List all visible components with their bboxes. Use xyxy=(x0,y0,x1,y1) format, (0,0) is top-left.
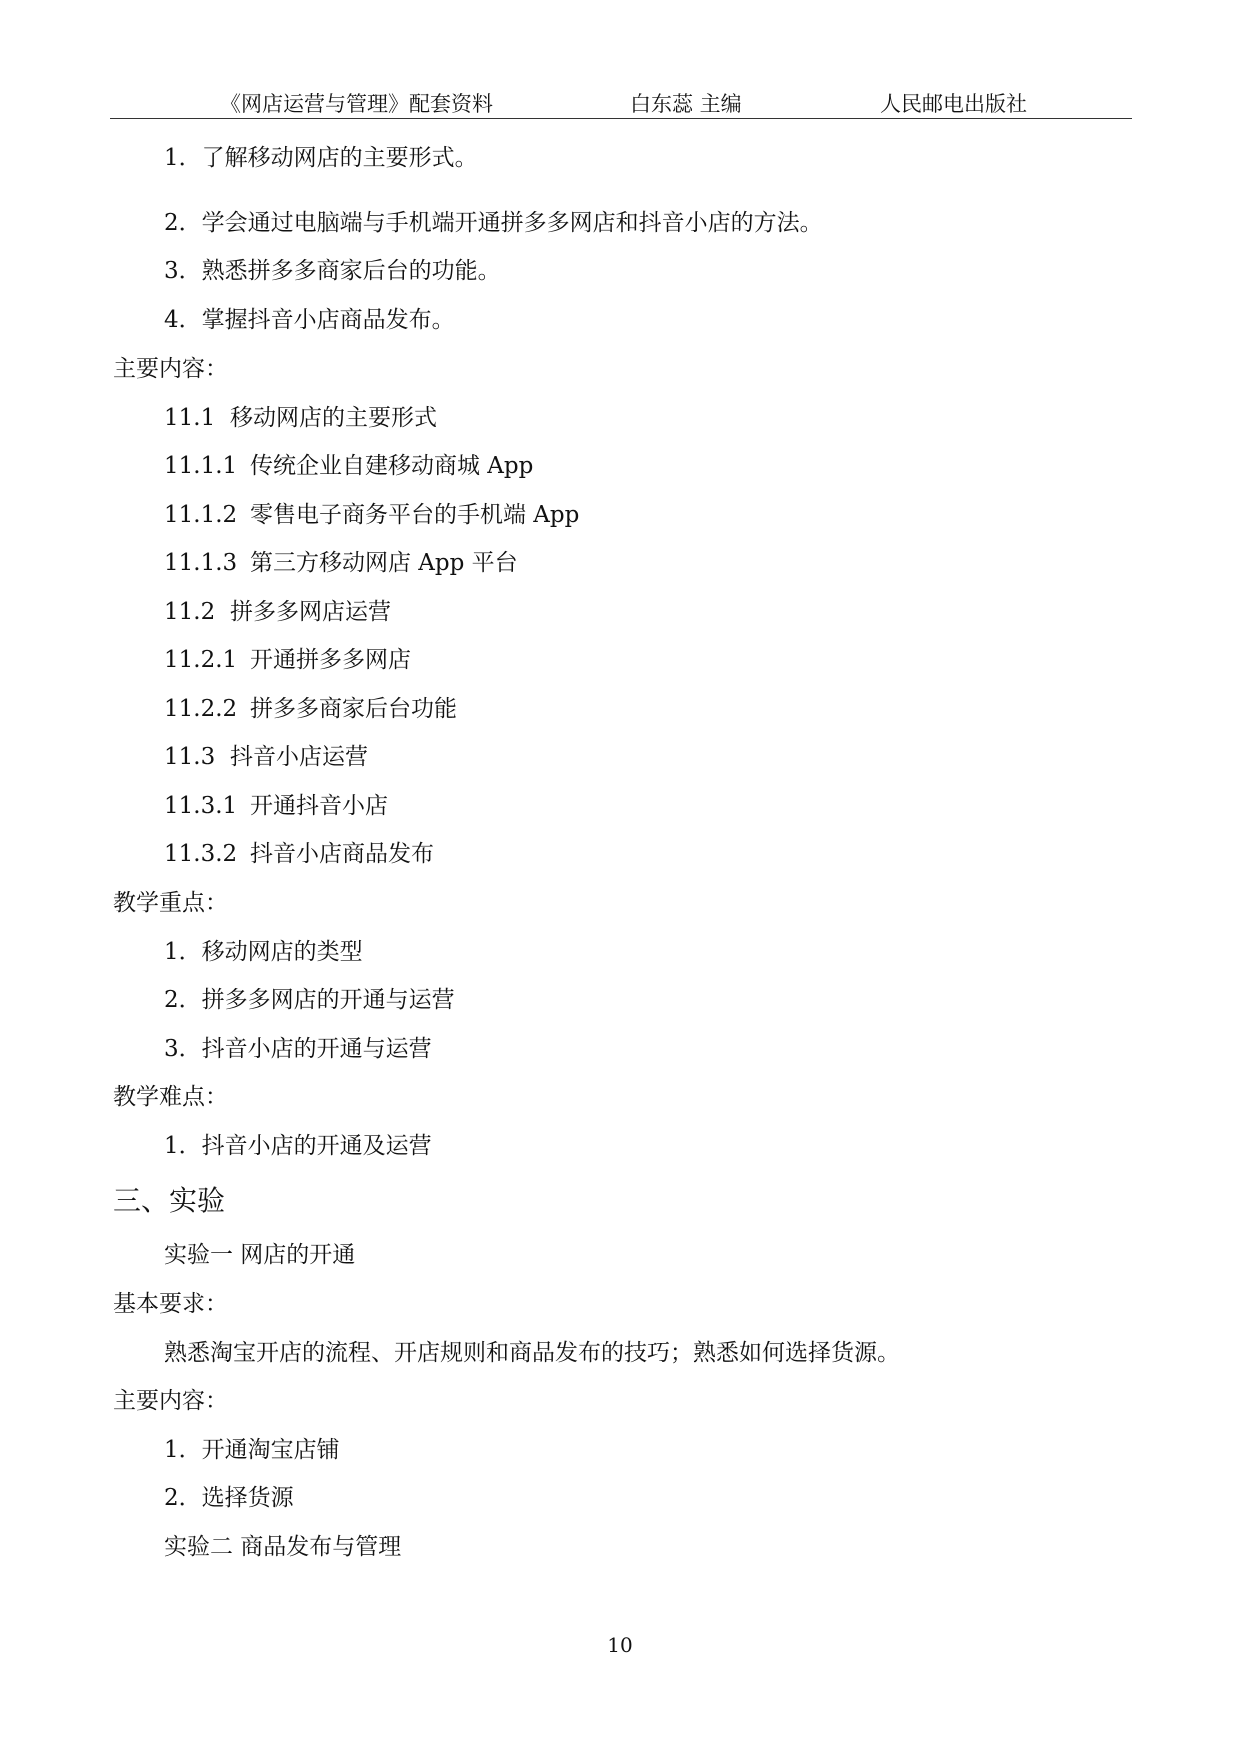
key-point-number: 2． xyxy=(164,987,202,1013)
key-point-text: 抖音小店的开通与运营 xyxy=(201,1036,432,1062)
toc-item xyxy=(164,597,391,627)
objective-text: 了解移动网店的主要形式。 xyxy=(201,145,478,171)
objective-item xyxy=(164,305,455,335)
toc-title: 开通抖音小店 xyxy=(250,793,388,819)
toc-number: 11.1 xyxy=(164,405,216,431)
section-title: 三、实验 xyxy=(113,1184,226,1217)
experiment-item xyxy=(164,1483,294,1513)
toc-item xyxy=(164,548,518,578)
toc-number: 11.2.2 xyxy=(164,696,238,722)
header-book-title: 《网店运营与管理》配套资料 xyxy=(220,92,493,116)
experiment-item-number: 1． xyxy=(164,1437,202,1463)
toc-number: 11.2 xyxy=(164,599,216,625)
objective-item xyxy=(164,256,501,286)
key-point-item xyxy=(164,937,363,967)
experiment-item-number: 2． xyxy=(164,1485,202,1511)
objective-number: 1． xyxy=(164,145,202,171)
objective-number: 4． xyxy=(164,307,202,333)
header-editor: 白东蕊 主编 xyxy=(630,92,742,116)
toc-number: 11.3.1 xyxy=(164,793,238,819)
objective-item xyxy=(164,208,823,238)
basic-requirements-text: 熟悉淘宝开店的流程、开店规则和商品发布的技巧；熟悉如何选择货源。 xyxy=(164,1340,900,1366)
toc-title: 抖音小店运营 xyxy=(230,744,368,770)
toc-title: 抖音小店商品发布 xyxy=(250,841,434,867)
difficult-point-item xyxy=(164,1131,432,1161)
toc-item xyxy=(164,403,437,433)
objective-text: 掌握抖音小店商品发布。 xyxy=(201,307,455,333)
toc-item xyxy=(164,742,368,772)
difficult-point-text: 抖音小店的开通及运营 xyxy=(201,1133,432,1159)
experiment-item-text: 开通淘宝店铺 xyxy=(201,1437,340,1463)
toc-title: 零售电子商务平台的手机端 App xyxy=(250,502,580,528)
key-point-number: 1． xyxy=(164,939,202,965)
toc-title: 拼多多商家后台功能 xyxy=(250,696,457,722)
experiment-main-content-heading: 主要内容： xyxy=(113,1388,228,1414)
difficult-points-heading: 教学难点： xyxy=(113,1084,228,1110)
toc-item xyxy=(164,694,457,724)
toc-item xyxy=(164,451,533,481)
key-points-heading: 教学重点： xyxy=(113,890,228,916)
toc-item xyxy=(164,645,411,675)
toc-title: 开通拼多多网店 xyxy=(250,647,411,673)
toc-item xyxy=(164,839,434,869)
main-content-heading: 主要内容： xyxy=(113,356,228,382)
toc-title: 传统企业自建移动商城 App xyxy=(250,453,534,479)
key-point-item xyxy=(164,1034,432,1064)
page-number: 10 xyxy=(607,1633,633,1657)
objective-number: 3． xyxy=(164,258,202,284)
running-header xyxy=(110,88,1132,119)
toc-item xyxy=(164,500,579,530)
objective-text: 熟悉拼多多商家后台的功能。 xyxy=(201,258,501,284)
basic-requirements-heading: 基本要求： xyxy=(113,1291,228,1317)
toc-number: 11.1.3 xyxy=(164,550,238,576)
objective-text: 学会通过电脑端与手机端开通拼多多网店和抖音小店的方法。 xyxy=(201,210,823,236)
key-point-text: 拼多多网店的开通与运营 xyxy=(201,987,455,1013)
toc-number: 11.1.1 xyxy=(164,453,238,479)
toc-title: 第三方移动网店 App 平台 xyxy=(250,550,518,576)
difficult-point-number: 1． xyxy=(164,1133,202,1159)
key-point-number: 3． xyxy=(164,1036,202,1062)
key-point-text: 移动网店的类型 xyxy=(201,939,363,965)
experiment-item xyxy=(164,1435,340,1465)
key-point-item xyxy=(164,985,455,1015)
toc-number: 11.2.1 xyxy=(164,647,238,673)
experiment-title: 实验二 商品发布与管理 xyxy=(164,1534,402,1560)
toc-number: 11.1.2 xyxy=(164,502,238,528)
experiment-title: 实验一 网店的开通 xyxy=(164,1242,356,1268)
toc-title: 拼多多网店运营 xyxy=(230,599,391,625)
toc-number: 11.3 xyxy=(164,744,216,770)
experiment-item-text: 选择货源 xyxy=(201,1485,294,1511)
objective-item xyxy=(164,143,478,173)
header-publisher: 人民邮电出版社 xyxy=(880,92,1027,116)
objective-number: 2． xyxy=(164,210,202,236)
toc-number: 11.3.2 xyxy=(164,841,238,867)
toc-item xyxy=(164,791,388,821)
toc-title: 移动网店的主要形式 xyxy=(230,405,437,431)
